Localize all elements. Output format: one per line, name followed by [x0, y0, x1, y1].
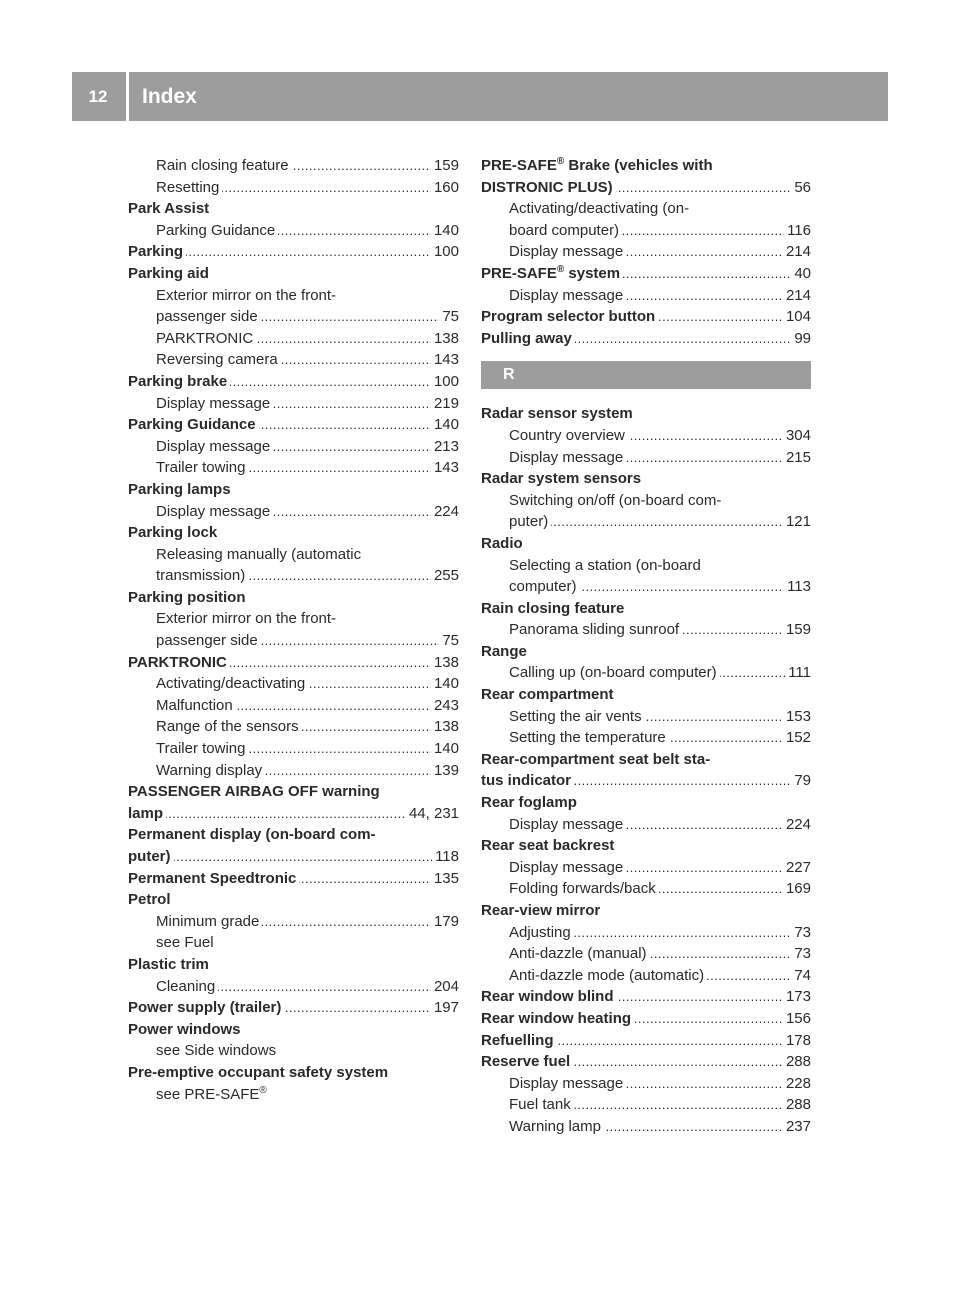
index-entry — [128, 716, 459, 738]
index-entry-text: Malfunction — [156, 697, 236, 714]
index-entry — [128, 803, 459, 825]
page-header — [72, 72, 888, 121]
index-entry-text: Warning lamp — [509, 1118, 604, 1135]
index-entry-text: passenger side — [156, 632, 261, 649]
index-entry-text: DISTRONIC PLUS) — [481, 179, 616, 196]
index-entry-page: 44, 231 — [406, 803, 459, 825]
index-entry — [481, 447, 811, 469]
index-entry — [481, 1051, 811, 1073]
index-entry-page: 160 — [431, 177, 459, 199]
index-entry-text: Park Assist — [128, 200, 212, 217]
index-entry-page: 140 — [431, 673, 459, 695]
index-entry-page: 74 — [791, 965, 811, 987]
index-entry-text: Switching on/off (on-board com- — [509, 492, 724, 509]
index-entry-page: 178 — [783, 1030, 811, 1052]
index-entry — [481, 220, 811, 242]
index-entry-page: 138 — [431, 716, 459, 738]
index-entry — [481, 598, 811, 620]
index-entry-page: 104 — [783, 306, 811, 328]
index-entry — [481, 177, 811, 199]
index-entry-page: 135 — [431, 868, 459, 890]
index-entry — [481, 792, 811, 814]
index-group-p — [481, 155, 811, 349]
index-entry — [128, 738, 459, 760]
index-column-left — [128, 155, 459, 1105]
index-entry-page: 214 — [783, 285, 811, 307]
index-entry-text: board computer) — [509, 222, 622, 239]
index-entry-text: Program selector button — [481, 308, 658, 325]
index-entry — [128, 781, 459, 803]
index-entry-text: Trailer towing — [156, 459, 248, 476]
index-entry — [481, 662, 811, 684]
index-entry — [481, 468, 811, 490]
index-entry — [481, 857, 811, 879]
index-entry — [128, 608, 459, 630]
index-entry-page: 224 — [783, 814, 811, 836]
index-entry — [481, 922, 811, 944]
index-entry-text: Rain closing feature — [481, 600, 627, 617]
index-entry — [128, 155, 459, 177]
index-entry — [481, 684, 811, 706]
index-entry-text: Rear-view mirror — [481, 902, 603, 919]
index-entry-text: Rear window blind — [481, 988, 617, 1005]
index-entry-text: puter) — [128, 848, 174, 865]
index-entry-text: see Side windows — [156, 1042, 279, 1059]
index-entry — [128, 889, 459, 911]
index-entry — [481, 490, 811, 512]
index-entry-text: Radar sensor system — [481, 405, 636, 422]
index-entry-page: 224 — [431, 501, 459, 523]
page-title: Index — [142, 84, 197, 108]
index-entry-text: Country overview — [509, 427, 628, 444]
index-entry-text: Power windows — [128, 1021, 244, 1038]
index-entry-text: lamp — [128, 805, 166, 822]
index-entry-text: Rear-compartment seat belt sta- — [481, 751, 713, 768]
index-entry-text: Parking Guidance — [156, 222, 278, 239]
index-entry-page: 73 — [791, 922, 811, 944]
index-entry-page: 213 — [431, 436, 459, 458]
index-entry — [481, 576, 811, 598]
index-entry-text: Minimum grade — [156, 913, 262, 930]
index-entry-page: 75 — [439, 630, 459, 652]
index-entry-page: 156 — [783, 1008, 811, 1030]
index-entry-text: Display message — [156, 503, 273, 520]
index-entry — [481, 900, 811, 922]
index-entry — [128, 868, 459, 890]
index-entry — [128, 1019, 459, 1041]
index-entry — [481, 511, 811, 533]
index-entry — [128, 932, 459, 954]
index-entry — [128, 241, 459, 263]
index-entry-page: 113 — [784, 576, 811, 598]
index-entry — [481, 555, 811, 577]
index-entry — [481, 770, 811, 792]
index-entry-page: 140 — [431, 220, 459, 242]
index-entry — [481, 986, 811, 1008]
index-entry-page: 139 — [431, 760, 459, 782]
index-entry-page: 79 — [791, 770, 811, 792]
index-entry — [481, 533, 811, 555]
index-entry-page: 215 — [783, 447, 811, 469]
index-entry — [481, 425, 811, 447]
index-entry-text: Anti-dazzle mode (automatic) — [509, 967, 707, 984]
index-entry — [481, 835, 811, 857]
index-column-right — [481, 155, 811, 1138]
index-entry-text: Rear compartment — [481, 686, 617, 703]
index-entry-page: 111 — [785, 662, 811, 684]
index-entry — [128, 393, 459, 415]
index-entry — [481, 706, 811, 728]
index-entry — [128, 997, 459, 1019]
index-entry-text: Warning display — [156, 762, 265, 779]
index-entry — [128, 371, 459, 393]
index-entry-page: 179 — [431, 911, 459, 933]
index-entry-text: Parking aid — [128, 265, 212, 282]
index-entry — [128, 436, 459, 458]
index-entry — [481, 1008, 811, 1030]
index-entry — [128, 976, 459, 998]
index-entry-page: 118 — [432, 846, 459, 868]
index-entry-text: Resetting — [156, 179, 222, 196]
index-entry-text: Reserve fuel — [481, 1053, 573, 1070]
index-entry — [128, 285, 459, 307]
index-entry-text: Display message — [156, 395, 273, 412]
index-entry-text: Parking lamps — [128, 481, 234, 498]
index-entry — [128, 479, 459, 501]
index-entry-page: 56 — [791, 177, 811, 199]
index-entry — [128, 824, 459, 846]
index-entry — [481, 263, 811, 285]
index-entry — [481, 328, 811, 350]
index-entry-text: Pulling away — [481, 330, 575, 347]
index-entry-page: 197 — [431, 997, 459, 1019]
index-entry-text: Plastic trim — [128, 956, 212, 973]
index-entry-text: Anti-dazzle (manual) — [509, 945, 650, 962]
index-entry — [481, 241, 811, 263]
index-entry — [481, 1030, 811, 1052]
index-entry-text: Releasing manually (automatic — [156, 546, 364, 563]
index-entry-page: 159 — [783, 619, 811, 641]
index-entry-text: Petrol — [128, 891, 174, 908]
index-entry-text: tus indicator — [481, 772, 574, 789]
index-entry — [128, 414, 459, 436]
index-entry-text: Rear foglamp — [481, 794, 580, 811]
index-entry-text: Exterior mirror on the front- — [156, 287, 339, 304]
index-entry — [481, 965, 811, 987]
index-entry-text: Power supply (trailer) — [128, 999, 284, 1016]
index-entry — [481, 619, 811, 641]
index-entry-text: Range of the sensors — [156, 718, 302, 735]
index-entry — [481, 943, 811, 965]
index-entry — [128, 565, 459, 587]
index-entry-text: Parking lock — [128, 524, 220, 541]
index-entry-page: 152 — [783, 727, 811, 749]
index-entry — [481, 1094, 811, 1116]
index-entry — [128, 673, 459, 695]
index-entry-page: 153 — [783, 706, 811, 728]
index-entry-text: PRE-SAFE® Brake (vehicles with — [481, 157, 716, 174]
index-entry — [128, 177, 459, 199]
index-entry-page: 243 — [431, 695, 459, 717]
index-entry-text: Panorama sliding sunroof — [509, 621, 682, 638]
index-entry-text: Range — [481, 643, 530, 660]
index-entry-page: 140 — [431, 414, 459, 436]
index-entry — [128, 652, 459, 674]
index-entry-text: Display message — [156, 438, 273, 455]
index-entry — [128, 630, 459, 652]
index-entry-page: 99 — [791, 328, 811, 350]
index-entry-page: 228 — [783, 1073, 811, 1095]
index-entry — [128, 1084, 459, 1106]
header-divider — [126, 72, 129, 121]
index-entry — [128, 522, 459, 544]
index-entry-text: Display message — [509, 816, 626, 833]
index-entry — [128, 220, 459, 242]
index-entry-text: Permanent display (on-board com- — [128, 826, 379, 843]
index-entry — [481, 641, 811, 663]
index-entry — [481, 1073, 811, 1095]
index-entry-page: 255 — [431, 565, 459, 587]
index-entry-page: 237 — [783, 1116, 811, 1138]
index-entry-page: 159 — [431, 155, 459, 177]
index-entry-text: Parking brake — [128, 373, 230, 390]
index-entry-page: 173 — [783, 986, 811, 1008]
section-header-r — [481, 361, 811, 389]
page-number: 12 — [88, 86, 108, 106]
index-entry-page: 288 — [783, 1094, 811, 1116]
index-entry-text: Parking — [128, 243, 186, 260]
index-entry-text: Display message — [509, 243, 626, 260]
index-entry-text: Rear seat backrest — [481, 837, 617, 854]
index-entry-page: 169 — [783, 878, 811, 900]
index-entry-text: Radar system sensors — [481, 470, 644, 487]
index-entry-text: Permanent Speedtronic — [128, 870, 299, 887]
index-entry-text: PARKTRONIC — [128, 654, 230, 671]
index-entry-page: 100 — [431, 241, 459, 263]
index-entry — [128, 954, 459, 976]
index-entry — [128, 544, 459, 566]
index-entry-text: Trailer towing — [156, 740, 248, 757]
index-entry-page: 138 — [431, 652, 459, 674]
index-entry — [128, 846, 459, 868]
index-entry-text: Fuel tank — [509, 1096, 574, 1113]
index-entry-page: 73 — [791, 943, 811, 965]
index-entry — [128, 911, 459, 933]
index-entry-text: PARKTRONIC — [156, 330, 256, 347]
index-entry-text: Reversing camera — [156, 351, 281, 368]
index-entry — [481, 727, 811, 749]
index-entry-text: Display message — [509, 287, 626, 304]
index-entry-page: 214 — [783, 241, 811, 263]
index-entry — [128, 457, 459, 479]
index-entry — [128, 760, 459, 782]
index-entry-page: 143 — [431, 457, 459, 479]
index-entry-text: PRE-SAFE® system — [481, 265, 623, 282]
index-entry-text: Parking Guidance — [128, 416, 259, 433]
index-entry-text: Display message — [509, 1075, 626, 1092]
index-entry — [128, 198, 459, 220]
index-entry-page: 288 — [783, 1051, 811, 1073]
index-entry-text: Exterior mirror on the front- — [156, 610, 339, 627]
index-entry-page: 116 — [784, 220, 811, 242]
index-entry-text: Display message — [509, 449, 626, 466]
index-entry-text: Setting the temperature — [509, 729, 669, 746]
index-entry — [128, 695, 459, 717]
index-entry-text: Radio — [481, 535, 526, 552]
index-entry-text: computer) — [509, 578, 580, 595]
index-entry-page: 140 — [431, 738, 459, 760]
index-entry — [128, 587, 459, 609]
section-letter: R — [503, 366, 515, 384]
index-entry — [481, 285, 811, 307]
index-entry-text: Setting the air vents — [509, 708, 645, 725]
index-entry — [128, 1062, 459, 1084]
index-entry-page: 219 — [431, 393, 459, 415]
index-entry — [481, 198, 811, 220]
index-entry — [128, 501, 459, 523]
index-entry — [481, 155, 811, 177]
index-entry — [481, 1116, 811, 1138]
index-entry — [481, 403, 811, 425]
index-entry-text: Pre-emptive occupant safety system — [128, 1064, 391, 1081]
index-entry — [128, 306, 459, 328]
index-entry — [481, 878, 811, 900]
index-entry — [481, 749, 811, 771]
index-entry — [128, 328, 459, 350]
index-entry — [128, 349, 459, 371]
index-entry-page: 100 — [431, 371, 459, 393]
index-entry — [481, 306, 811, 328]
index-entry — [128, 263, 459, 285]
index-entry-text: see PRE-SAFE® — [156, 1086, 270, 1103]
index-entry-text: Cleaning — [156, 978, 218, 995]
index-entry-text: Refuelling — [481, 1032, 557, 1049]
index-group-r — [481, 403, 811, 1137]
index-entry-page: 121 — [783, 511, 811, 533]
index-entry-text: Folding forwards/back — [509, 880, 659, 897]
index-entry-page: 143 — [431, 349, 459, 371]
index-entry-text: puter) — [509, 513, 551, 530]
index-entry-text: Calling up (on-board computer) — [509, 664, 720, 681]
index-entry-text: Adjusting — [509, 924, 574, 941]
index-entry — [481, 814, 811, 836]
index-entry-text: PASSENGER AIRBAG OFF warning — [128, 783, 383, 800]
index-entry-page: 40 — [791, 263, 811, 285]
index-entry-text: transmission) — [156, 567, 248, 584]
index-entry-page: 304 — [783, 425, 811, 447]
index-entry-page: 138 — [431, 328, 459, 350]
index-entry-text: Rear window heating — [481, 1010, 634, 1027]
index-entry-text: Selecting a station (on-board — [509, 557, 704, 574]
index-entry-text: Activating/deactivating (on- — [509, 200, 692, 217]
index-entry-text: Parking position — [128, 589, 249, 606]
index-entry-text: Display message — [509, 859, 626, 876]
index-entry — [128, 1040, 459, 1062]
index-entry-page: 227 — [783, 857, 811, 879]
index-entry-text: Rain closing feature — [156, 157, 292, 174]
index-entry-text: passenger side — [156, 308, 261, 325]
index-entry-page: 204 — [431, 976, 459, 998]
index-entry-text: see Fuel — [156, 934, 217, 951]
index-entry-page: 75 — [439, 306, 459, 328]
index-entry-text: Activating/deactivating — [156, 675, 308, 692]
